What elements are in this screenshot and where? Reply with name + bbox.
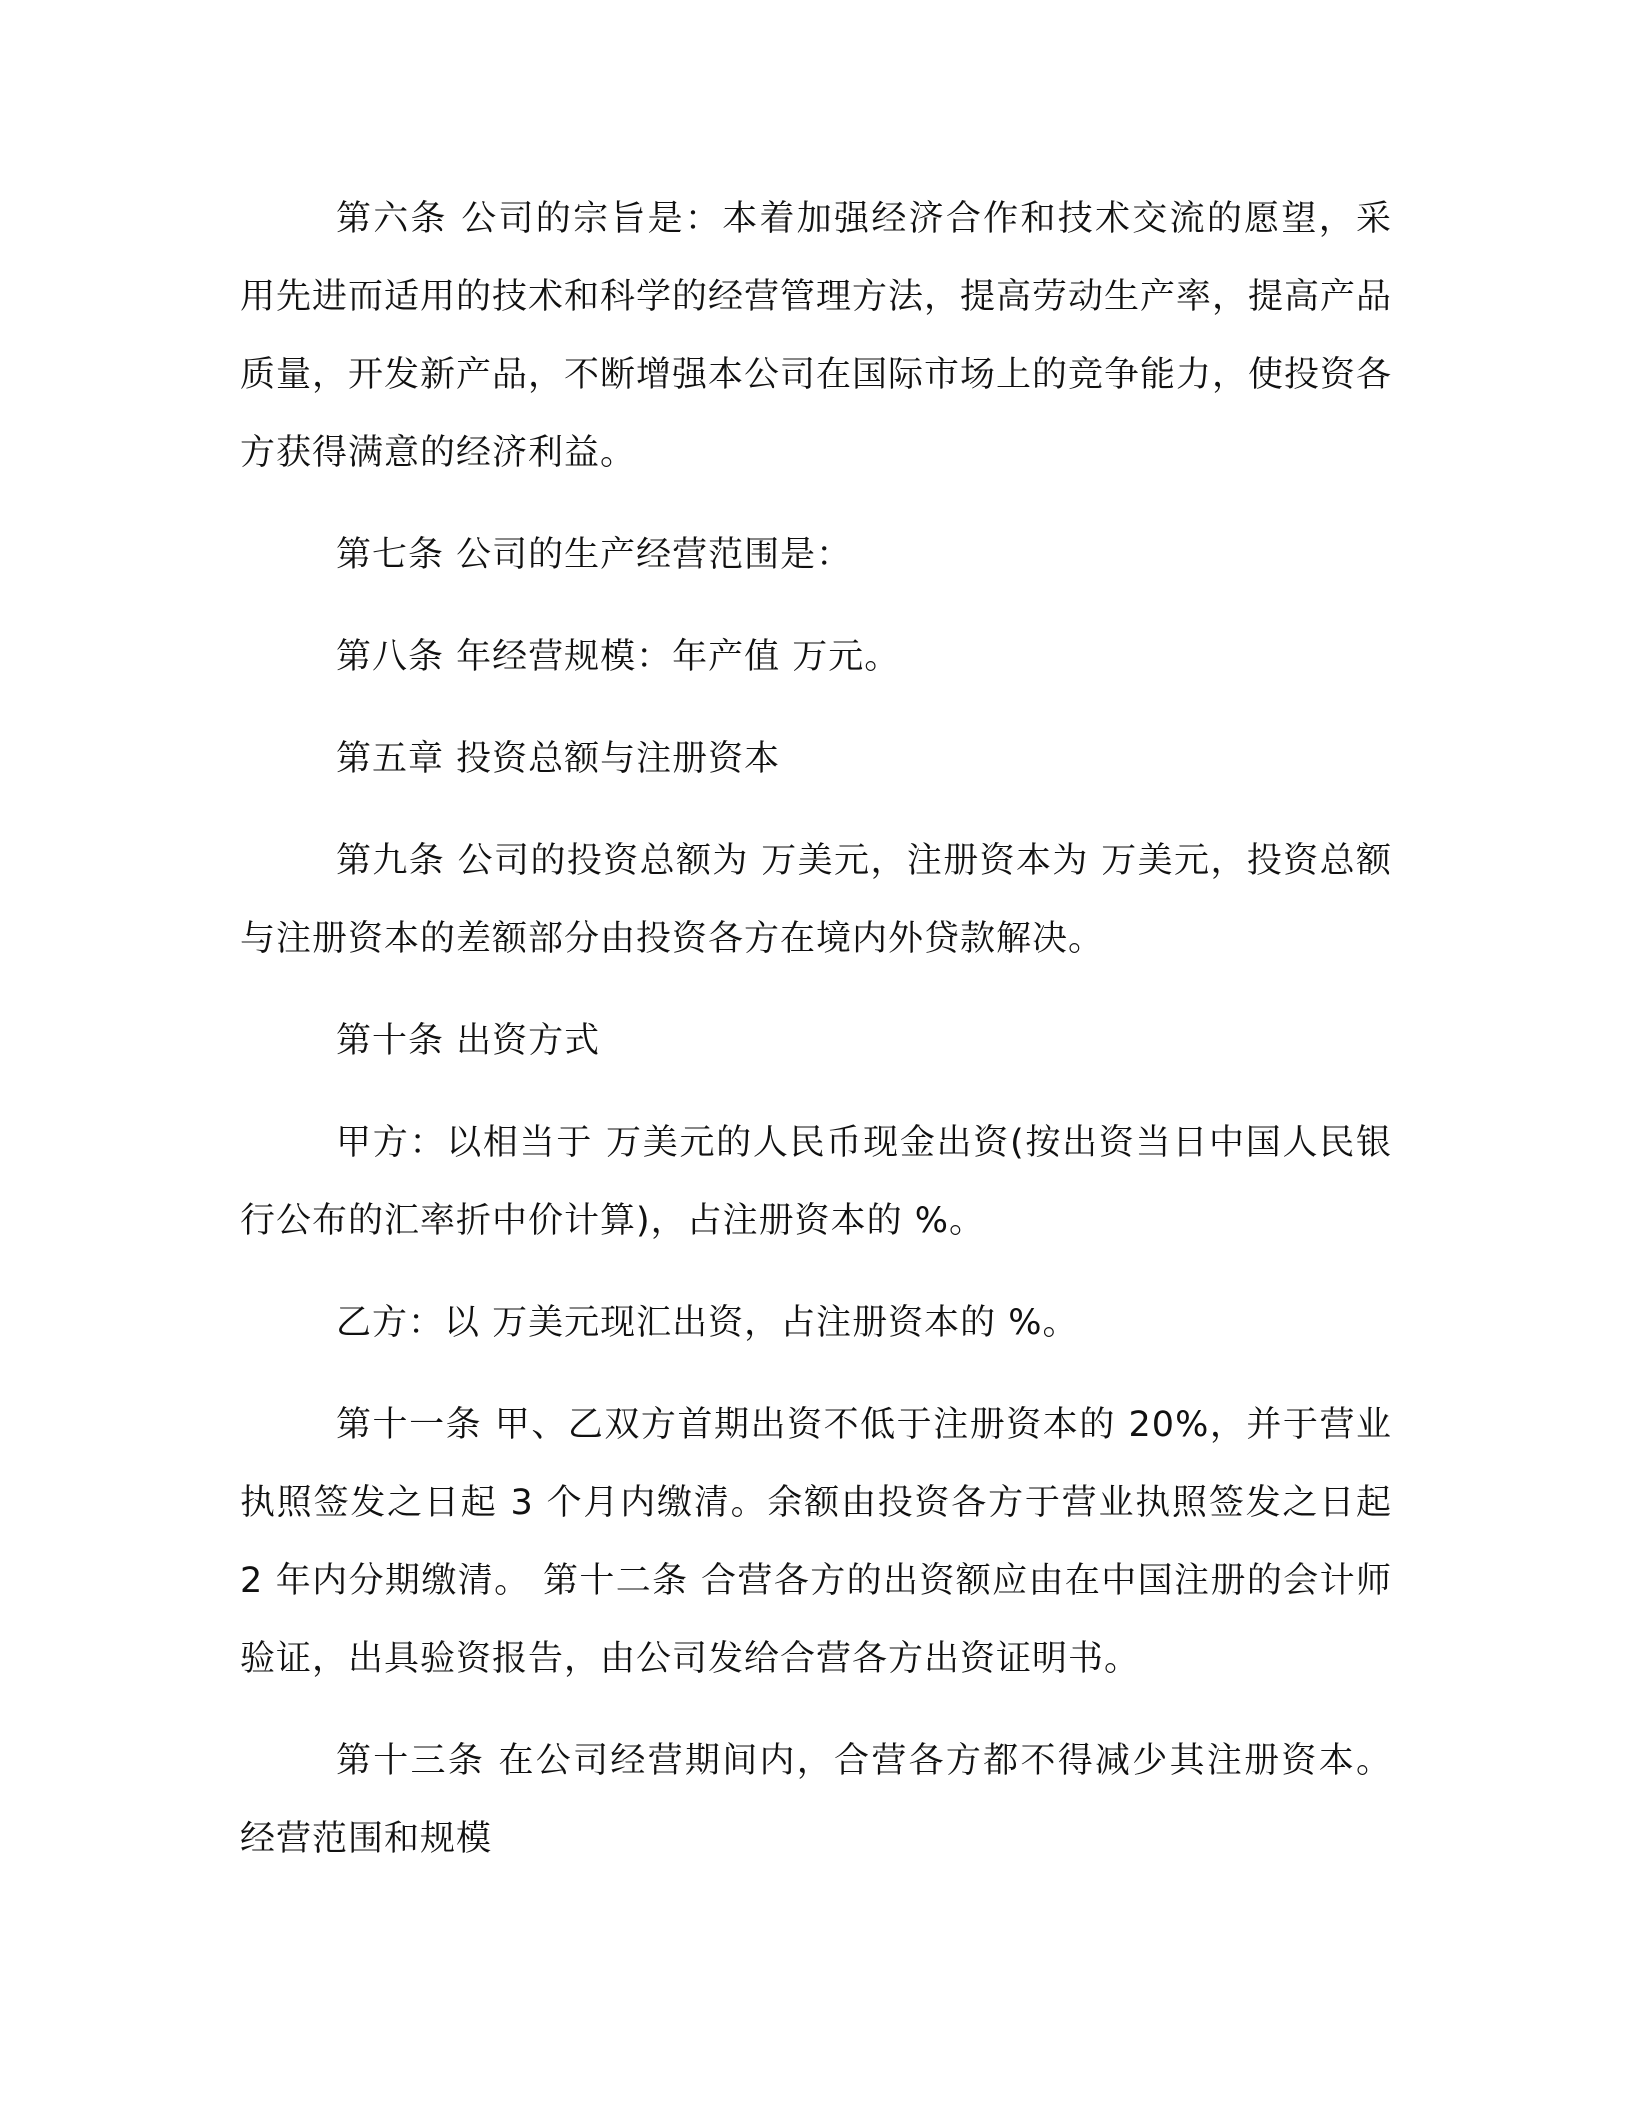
- article-10-paragraph: 第十条 出资方式: [336, 1021, 601, 1061]
- party-b-contribution: 乙方：以 万美元现汇出资，占注册资本的 %。: [336, 1303, 1079, 1343]
- article-11-12-paragraph: 第十一条 甲、乙双方首期出资不低于注册资本的 20%，并于营业执照签发之日起 3 个月内缴清。余额由投资各方于营业执照签发之日起 2 年内分期缴清。 第十二条 合营各方的出资额应由在中国注册的会计师验证，出具验资报告，由公司发给合营各方出资证明书。: [240, 1405, 1392, 1679]
- article-13-paragraph: 第十三条 在公司经营期间内，合营各方都不得减少其注册资本。经营范围和规模: [240, 1741, 1392, 1859]
- article-8-paragraph: 第八条 年经营规模：年产值 万元。: [336, 637, 901, 677]
- article-9-paragraph: 第九条 公司的投资总额为 万美元，注册资本为 万美元，投资总额与注册资本的差额部分由投资各方在境内外贷款解决。: [240, 841, 1392, 959]
- document-body: [240, 180, 1392, 1902]
- article-7-paragraph: 第七条 公司的生产经营范围是：: [336, 535, 853, 575]
- chapter-5-heading: 第五章 投资总额与注册资本: [336, 739, 781, 779]
- party-a-contribution: 甲方：以相当于 万美元的人民币现金出资(按出资当日中国人民银行公布的汇率折中价计算)，占注册资本的 %。: [240, 1123, 1392, 1241]
- article-6-paragraph: 第六条 公司的宗旨是：本着加强经济合作和技术交流的愿望，采用先进而适用的技术和科学的经营管理方法，提高劳动生产率，提高产品质量，开发新产品，不断增强本公司在国际市场上的竞争能力，使投资各方获得满意的经济利益。: [240, 199, 1393, 473]
